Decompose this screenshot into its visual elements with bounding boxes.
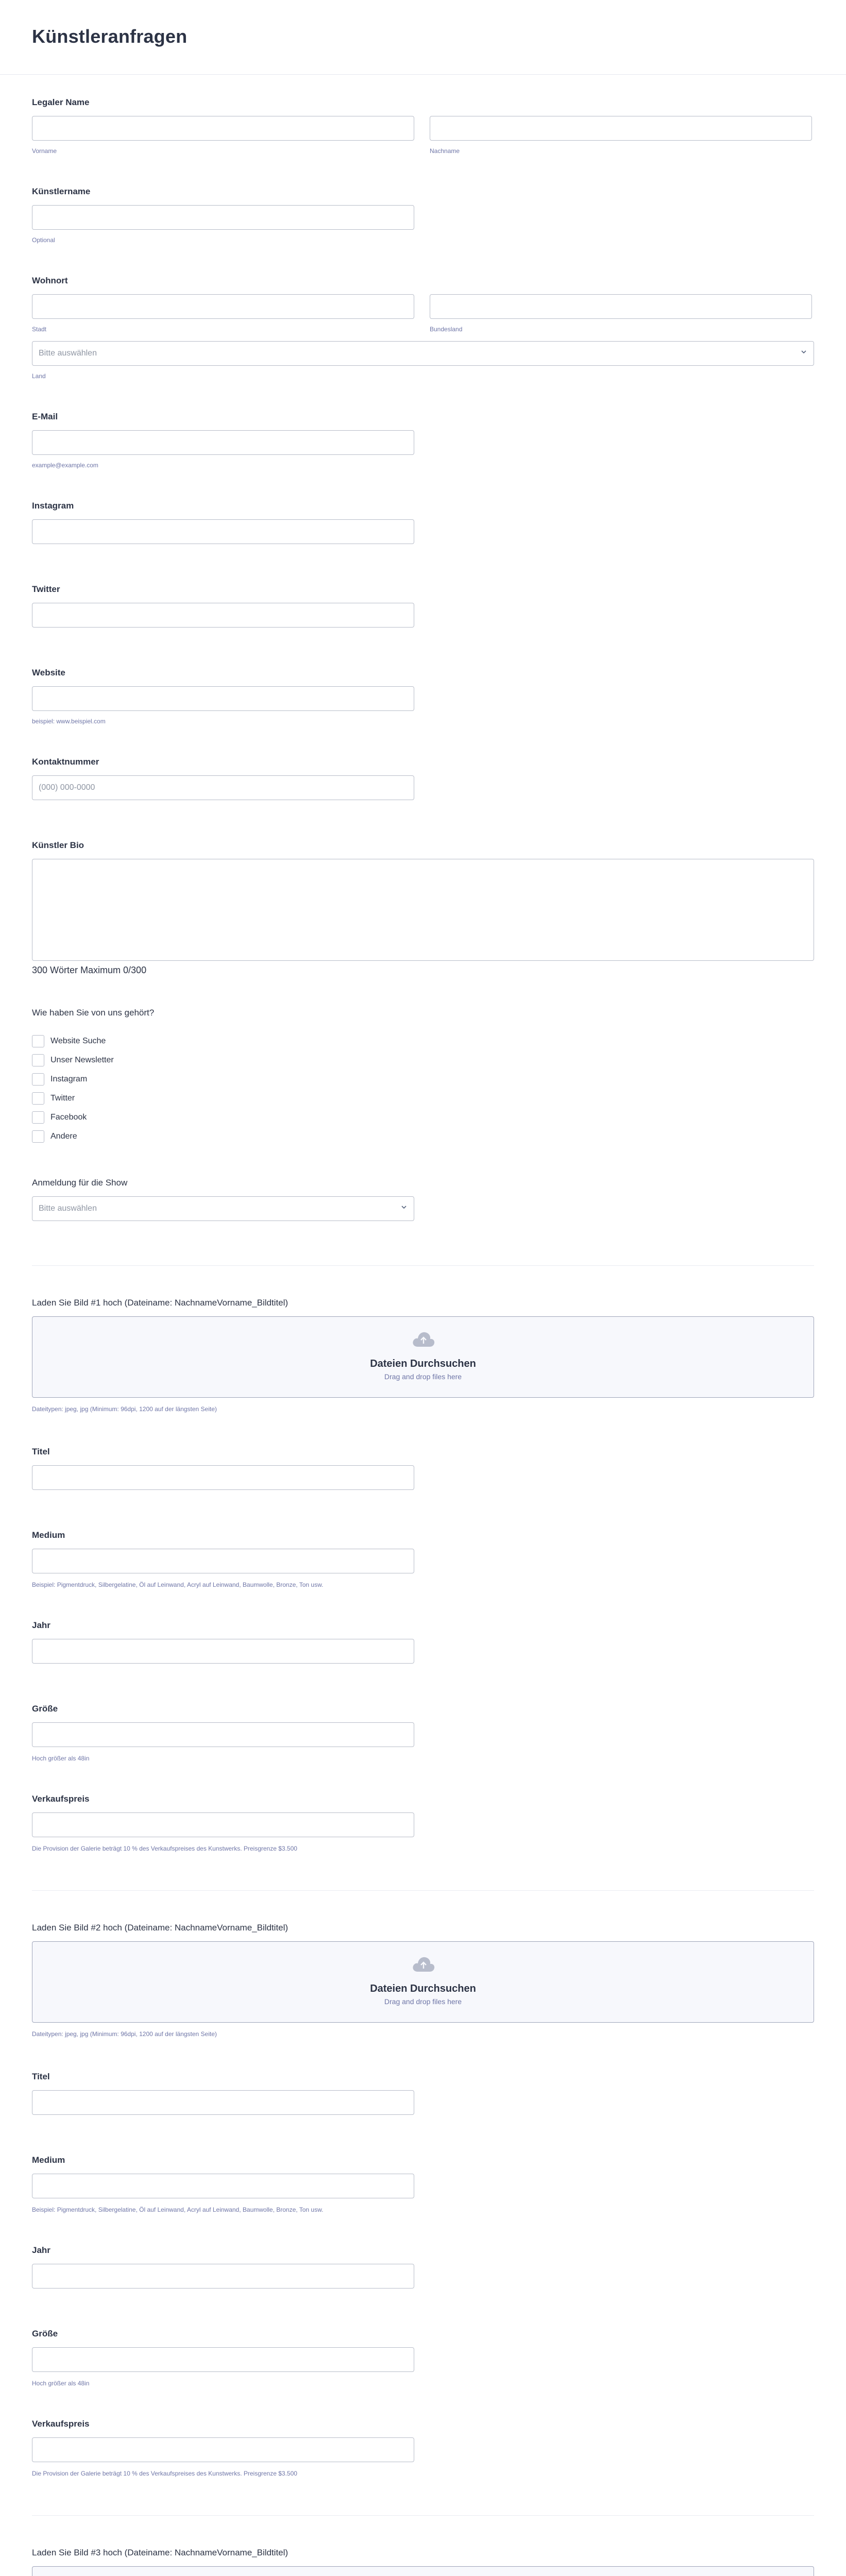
image-3-upload-field [32,2548,814,2576]
image-3-dropzone[interactable] [32,2566,814,2576]
drag-drop-hint: Drag and drop files here [384,1997,462,2006]
chevron-down-icon [401,1204,407,1210]
website-input[interactable] [32,686,414,711]
instagram-field [32,501,814,544]
referral-option[interactable] [32,1031,814,1050]
image-3-upload-label: Laden Sie Bild #3 hoch (Dateiname: NachnameVorname_Bildtitel) [32,2548,289,2557]
image-1-size-input[interactable] [32,1722,414,1747]
twitter-label: Twitter [32,584,60,594]
show-field [32,1178,814,1221]
contact-label: Kontaktnummer [32,757,99,767]
size-hint: Hoch größer als 48in [32,1755,90,1762]
instagram-label: Instagram [32,501,74,511]
residence-label: Wohnort [32,276,68,285]
option-label: Website Suche [50,1036,106,1045]
image-1-medium-field [32,1530,814,1588]
referral-option[interactable] [32,1127,814,1146]
drag-drop-hint: Drag and drop files here [384,1372,462,1381]
price-hint: Die Provision der Galerie beträgt 10 % des Verkaufspreises des Kunstwerks. Preisgrenze $3.500 [32,2470,297,2477]
image-2-medium-field [32,2155,814,2213]
legal-name-field [32,97,814,155]
referral-option[interactable] [32,1089,814,1108]
image-2-price-input[interactable] [32,2437,414,2462]
checkbox[interactable] [32,1111,44,1124]
website-field [32,668,814,725]
country-select[interactable] [32,341,814,366]
section-divider [32,1265,814,1266]
medium-hint: Beispiel: Pigmentdruck, Silbergelatine, Öl auf Leinwand, Acryl auf Leinwand, Baumwolle, Bronze, Ton usw. [32,2206,324,2213]
image-2-upload-hint: Dateitypen: jpeg, jpg (Minimum: 96dpi, 1200 auf der längsten Seite) [32,2030,217,2038]
image-2-title-input[interactable] [32,2090,414,2115]
image-2-year-input[interactable] [32,2264,414,2289]
price-hint: Die Provision der Galerie beträgt 10 % des Verkaufspreises des Kunstwerks. Preisgrenze $3.500 [32,1845,297,1852]
bio-word-counter: 300 Wörter Maximum 0/300 [32,965,147,975]
option-label: Twitter [50,1093,75,1103]
image-1-upload-hint: Dateitypen: jpeg, jpg (Minimum: 96dpi, 1200 auf der längsten Seite) [32,1405,217,1413]
image-2-size-field [32,2329,814,2387]
bio-textarea[interactable] [32,859,814,961]
referral-option[interactable] [32,1108,814,1127]
website-label: Website [32,668,65,677]
page-title: Künstleranfragen [32,26,188,47]
form-content [0,97,846,2576]
image-1-price-field [32,1794,814,1852]
image-1-size-field [32,1704,814,1762]
artist-name-input[interactable] [32,205,414,230]
city-input[interactable] [32,294,414,319]
instagram-input[interactable] [32,519,414,544]
size-label: Größe [32,1704,58,1714]
state-sublabel: Bundesland [430,326,463,333]
image-1-title-input[interactable] [32,1465,414,1490]
image-2-upload-field [32,1923,814,2038]
referral-option[interactable] [32,1070,814,1089]
contact-input[interactable]: (000) 000-0000 [32,775,414,800]
email-label: E-Mail [32,412,58,421]
price-label: Verkaufspreis [32,1794,90,1804]
country-select-value: Bitte auswählen [32,341,814,366]
checkbox[interactable] [32,1130,44,1143]
referral-field [32,1008,814,1146]
image-2-size-input[interactable] [32,2347,414,2372]
option-label: Unser Newsletter [50,1055,114,1064]
email-sublabel: example@example.com [32,462,98,469]
city-sublabel: Stadt [32,326,47,333]
option-label: Instagram [50,1074,88,1083]
legal-name-label: Legaler Name [32,97,90,107]
year-label: Jahr [32,1620,50,1630]
image-2-price-field [32,2419,814,2477]
cloud-upload-icon [412,1330,435,1348]
image-1-year-field [32,1620,814,1664]
title-label: Titel [32,2072,50,2081]
first-name-sublabel: Vorname [32,147,57,155]
image-2-medium-input[interactable] [32,2174,414,2198]
contact-field [32,757,814,800]
show-label: Anmeldung für die Show [32,1178,128,1188]
browse-files-title: Dateien Durchsuchen [370,1358,476,1369]
checkbox[interactable] [32,1054,44,1066]
image-1-dropzone[interactable] [32,1316,814,1398]
medium-label: Medium [32,1530,65,1540]
section-divider [32,1890,814,1891]
country-sublabel: Land [32,372,46,380]
show-select-value: Bitte auswählen [32,1196,414,1221]
option-label: Facebook [50,1112,87,1122]
image-1-medium-input[interactable] [32,1549,414,1573]
image-1-title-field [32,1447,814,1490]
image-2-year-field [32,2245,814,2289]
residence-field [32,276,814,380]
last-name-input[interactable] [430,116,812,141]
form-header [0,0,846,75]
website-sublabel: beispiel: www.beispiel.com [32,718,106,725]
referral-label: Wie haben Sie von uns gehört? [32,1008,155,1018]
twitter-field [32,584,814,628]
artist-name-label: Künstlername [32,187,91,196]
referral-options [32,1031,814,1146]
size-hint: Hoch größer als 48in [32,2380,90,2387]
referral-option[interactable] [32,1050,814,1070]
checkbox[interactable] [32,1073,44,1086]
image-1-year-input[interactable] [32,1639,414,1664]
email-input[interactable] [32,430,414,455]
medium-label: Medium [32,2155,65,2165]
email-field [32,412,814,469]
twitter-input[interactable] [32,603,414,628]
price-label: Verkaufspreis [32,2419,90,2429]
year-label: Jahr [32,2245,50,2255]
show-select[interactable] [32,1196,414,1221]
last-name-sublabel: Nachname [430,147,460,155]
image-2-dropzone[interactable] [32,1941,814,2023]
option-label: Andere [50,1131,77,1141]
image-2-upload-label: Laden Sie Bild #2 hoch (Dateiname: NachnameVorname_Bildtitel) [32,1923,289,1933]
bio-label: Künstler Bio [32,840,84,850]
first-name-input[interactable] [32,116,414,141]
browse-files-title: Dateien Durchsuchen [370,1983,476,1994]
image-1-price-input[interactable] [32,1812,414,1837]
cloud-upload-icon [412,1955,435,1973]
medium-hint: Beispiel: Pigmentdruck, Silbergelatine, Öl auf Leinwand, Acryl auf Leinwand, Baumwolle, Bronze, Ton usw. [32,1581,324,1588]
image-1-upload-field [32,1298,814,1413]
artist-name-sublabel: Optional [32,236,55,244]
image-1-upload-label: Laden Sie Bild #1 hoch (Dateiname: NachnameVorname_Bildtitel) [32,1298,289,1308]
title-label: Titel [32,1447,50,1456]
artist-name-field [32,187,814,244]
state-input[interactable] [430,294,812,319]
checkbox[interactable] [32,1035,44,1047]
chevron-down-icon [801,349,807,355]
size-label: Größe [32,2329,58,2338]
bio-field [32,840,814,976]
image-2-title-field [32,2072,814,2115]
section-divider [32,2515,814,2516]
checkbox[interactable] [32,1092,44,1105]
